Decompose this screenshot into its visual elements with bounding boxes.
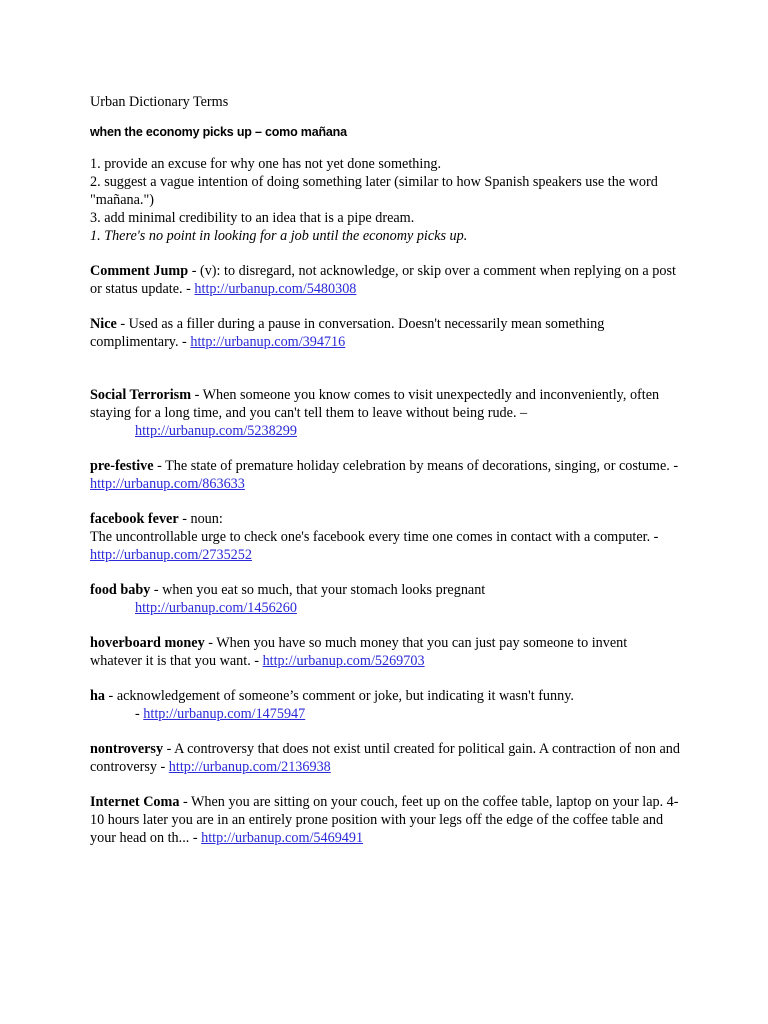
term-part-of-speech: noun:	[190, 511, 223, 527]
urbanup-link[interactable]: http://urbanup.com/2735252	[90, 547, 252, 563]
definition-line: 1. provide an excuse for why one has not yet done something.	[90, 156, 442, 172]
entry-social-terrorism	[90, 386, 682, 440]
term-separator: -	[163, 741, 175, 757]
term-definition: acknowledgement of someone’s comment or joke, but indicating it wasn't funny.	[116, 688, 574, 704]
link-prefix: -	[135, 706, 144, 722]
term-definition: When you have so much money that you can just pay someone to invent whatever it is that you want. -	[90, 635, 628, 669]
first-term-heading: when the economy picks up – como mañana	[90, 125, 347, 139]
urbanup-link[interactable]: http://urbanup.com/2136938	[168, 759, 331, 775]
term-separator: -	[188, 263, 200, 279]
term-name: ha	[90, 688, 105, 704]
term-definition: when you eat so much, that your stomach looks pregnant	[162, 582, 486, 598]
definition-line: 3. add minimal credibility to an idea that is a pipe dream.	[90, 210, 415, 226]
entry-facebook-fever	[90, 510, 682, 564]
term-definition: Used as a filler during a pause in conversation. Doesn't necessarily mean something complimentary. -	[90, 316, 605, 350]
term-separator: -	[179, 794, 192, 810]
urbanup-link[interactable]: http://urbanup.com/5469491	[201, 830, 364, 846]
term-separator: -	[104, 688, 117, 704]
term-separator: -	[153, 458, 166, 474]
term-name: Social Terrorism	[90, 387, 192, 403]
term-separator: -	[178, 511, 191, 527]
urbanup-link[interactable]: http://urbanup.com/5269703	[262, 653, 425, 669]
term-definition: The state of premature holiday celebration by means of decorations, singing, or costume. -	[165, 458, 679, 474]
term-definition: (v): to disregard, not acknowledge, or skip over a comment when replying on a post or status update. -	[90, 263, 676, 297]
term-name: Internet Coma	[90, 794, 180, 810]
entry-food-baby	[90, 581, 682, 617]
term-name: nontroversy	[90, 741, 164, 757]
document-title: Urban Dictionary Terms	[90, 94, 229, 110]
urbanup-link[interactable]: http://urbanup.com/863633	[90, 476, 245, 492]
urbanup-link[interactable]: http://urbanup.com/1456260	[135, 600, 297, 616]
urbanup-link[interactable]: http://urbanup.com/5480308	[194, 281, 357, 297]
urbanup-link[interactable]: http://urbanup.com/5238299	[135, 423, 297, 439]
entry-hoverboard-money	[90, 634, 682, 670]
entry-internet-coma	[90, 793, 682, 847]
entry-nice	[90, 315, 682, 351]
first-term-definitions	[90, 155, 682, 245]
entry-comment-jump	[90, 262, 682, 298]
term-name: pre-festive	[90, 458, 154, 474]
entry-pre-festive	[90, 457, 682, 493]
term-definition: When someone you know comes to visit unexpectedly and inconveniently, often staying for a long time, and you can't tell them to leave without being rude. –	[90, 387, 660, 421]
term-definition: The uncontrollable urge to check one's facebook every time one comes in contact with a computer. -	[90, 529, 659, 545]
term-name: facebook fever	[90, 511, 179, 527]
term-separator: -	[204, 635, 217, 651]
term-separator: -	[191, 387, 203, 403]
entry-ha	[90, 687, 682, 723]
definition-example: 1. There's no point in looking for a job until the economy picks up.	[90, 228, 468, 244]
term-separator: -	[150, 582, 163, 598]
term-name: Nice	[90, 316, 117, 332]
term-definition: A controversy that does not exist until created for political gain. A contraction of non and controversy -	[90, 741, 680, 775]
term-separator: -	[116, 316, 129, 332]
term-name: Comment Jump	[90, 263, 189, 279]
entry-nontroversy	[90, 740, 682, 776]
document-page	[90, 93, 682, 864]
definition-line: 2. suggest a vague intention of doing something later (similar to how Spanish speakers use the word "mañana.")	[90, 174, 658, 208]
term-definition: When you are sitting on your couch, feet up on the coffee table, laptop on your lap. 4-10 hours later you are in an entirely prone position with your legs off the edge of the coffee table and your head on th... -	[90, 794, 679, 846]
urbanup-link[interactable]: http://urbanup.com/1475947	[143, 706, 306, 722]
term-name: food baby	[90, 582, 151, 598]
term-name: hoverboard money	[90, 635, 205, 651]
urbanup-link[interactable]: http://urbanup.com/394716	[190, 334, 346, 350]
